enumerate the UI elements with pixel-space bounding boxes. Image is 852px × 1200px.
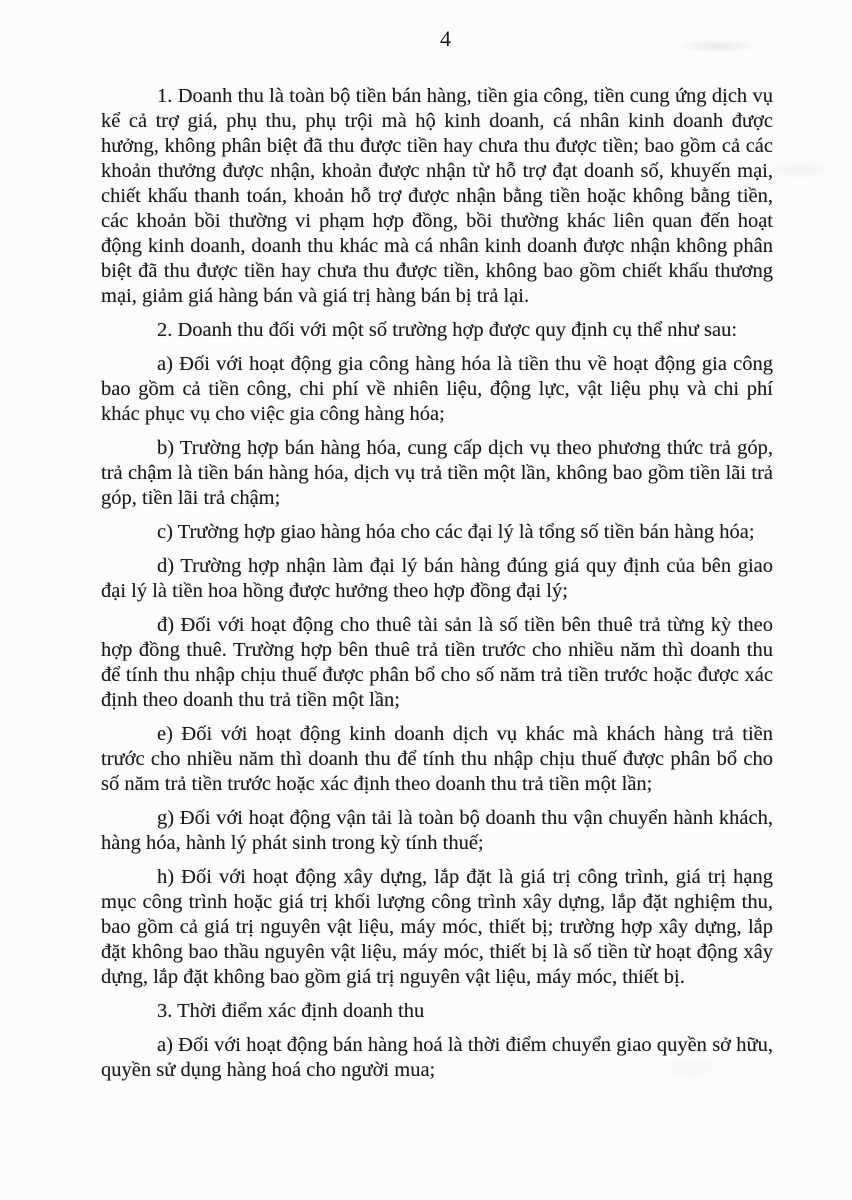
clause-b-installment: b) Trường hợp bán hàng hóa, cung cấp dịch vụ theo phương thức trả góp, trả chậm là tiền bán hàng hóa, dịch vụ trả tiền một lần, không bao gồm tiền lãi trả góp, tiền lãi trả chậm;	[101, 437, 773, 509]
paragraph-1-revenue-definition: 1. Doanh thu là toàn bộ tiền bán hàng, tiền gia công, tiền cung ứng dịch vụ kể cả trợ giá, phụ thu, phụ trội mà hộ kinh doanh, cá nhân kinh doanh được hưởng, không phân biệt đã thu được tiền hay chưa thu được tiền; bao gồm cả các khoản thưởng được nhận, khoản được nhận từ hỗ trợ đạt doanh số, khuyến mại, chiết khấu thanh toán, khoản hỗ trợ được nhận bằng tiền hoặc không bằng tiền, các khoản bồi thường vi phạm hợp đồng, bồi thường khác liên quan đến hoạt động kinh doanh, doanh thu khác mà cá nhân kinh doanh được nhận không phân biệt đã thu được tiền hay chưa thu được tiền, không bao gồm chiết khấu thương mại, giảm giá hàng bán và giá trị hàng bán bị trả lại.	[101, 85, 773, 307]
page-number: 4	[440, 26, 452, 51]
paragraph-2-heading: 2. Doanh thu đối với một số trường hợp được quy định cụ thể như sau:	[157, 319, 738, 341]
clause-e-other-services: e) Đối với hoạt động kinh doanh dịch vụ khác mà khách hàng trả tiền trước cho nhiều năm thì doanh thu để tính thu nhập chịu thuế được phân bổ cho số năm trả tiền trước hoặc xác định theo doanh thu trả tiền một lần;	[101, 723, 773, 795]
clause-g-transport: g) Đối với hoạt động vận tải là toàn bộ doanh thu vận chuyển hành khách, hàng hóa, hành lý phát sinh trong kỳ tính thuế;	[101, 807, 773, 854]
document-body	[101, 84, 773, 1083]
clause-a-processing: a) Đối với hoạt động gia công hàng hóa là tiền thu về hoạt động gia công bao gồm cả tiền công, chi phí về nhiên liệu, động lực, vật liệu phụ và chi phí khác phục vụ cho việc gia công hàng hóa;	[101, 353, 773, 425]
clause-c-agents: c) Trường hợp giao hàng hóa cho các đại lý là tổng số tiền bán hàng hóa;	[157, 521, 755, 543]
clause-3a-goods-sale-time: a) Đối với hoạt động bán hàng hoá là thời điểm chuyển giao quyền sở hữu, quyền sử dụng hàng hoá cho người mua;	[101, 1034, 773, 1081]
clause-h-construction: h) Đối với hoạt động xây dựng, lắp đặt là giá trị công trình, giá trị hạng mục công trình hoặc giá trị khối lượng công trình xây dựng, lắp đặt nghiệm thu, bao gồm cả giá trị nguyên vật liệu, máy móc, thiết bị; trường hợp xây dựng, lắp đặt không bao thầu nguyên vật liệu, máy móc, thiết bị là số tiền từ hoạt động xây dựng, lắp đặt không bao gồm giá trị nguyên vật liệu, máy móc, thiết bị.	[101, 866, 773, 988]
clause-dd-asset-leasing: đ) Đối với hoạt động cho thuê tài sản là số tiền bên thuê trả từng kỳ theo hợp đồng thuê. Trường hợp bên thuê trả tiền trước cho nhiều năm thì doanh thu để tính thu nhập chịu thuế được phân bổ cho số năm trả tiền trước hoặc được xác định theo doanh thu trả tiền một lần;	[101, 614, 773, 711]
paragraph-3-heading: 3. Thời điểm xác định doanh thu	[157, 1000, 425, 1022]
clause-d-agency-commission: d) Trường hợp nhận làm đại lý bán hàng đúng giá quy định của bên giao đại lý là tiền hoa hồng được hưởng theo hợp đồng đại lý;	[101, 555, 773, 602]
